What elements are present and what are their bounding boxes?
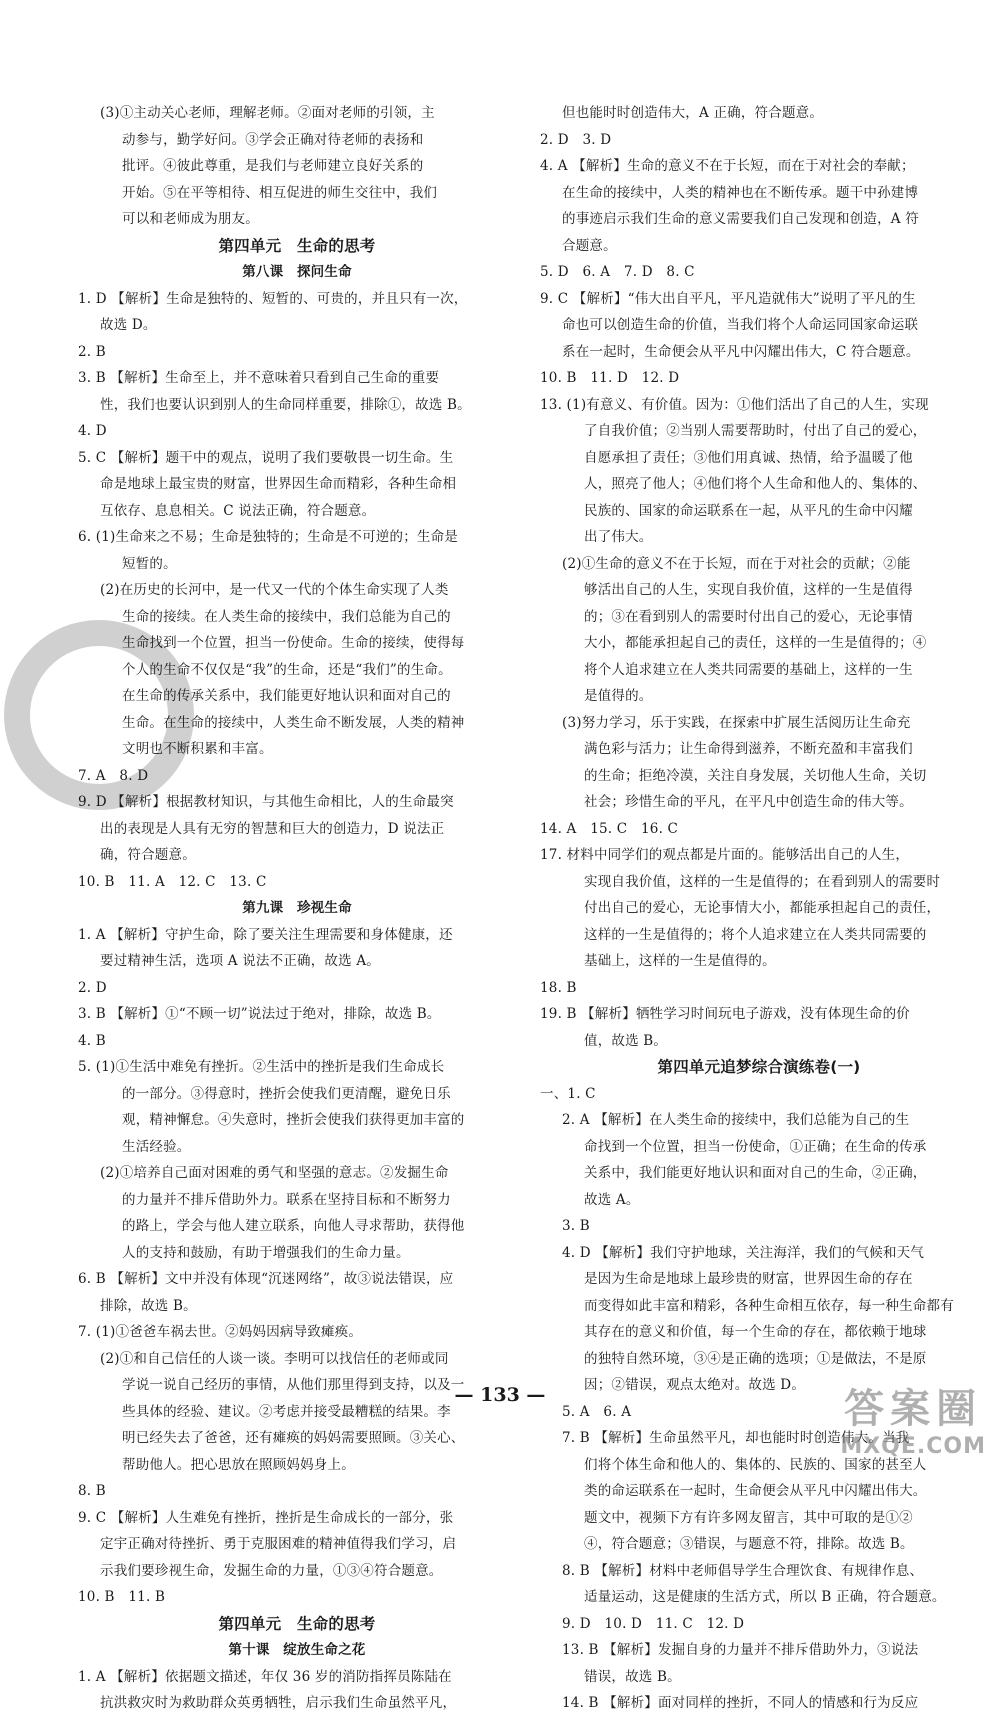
right-column-line: 基础上，这样的一生是值得的。 <box>584 953 776 969</box>
right-column-line: 但也能时时创造伟大，A 正确，符合题意。 <box>562 105 824 121</box>
left-column-line: 在生命的传承关系中，我们能更好地认识和面对自己的 <box>122 688 451 704</box>
right-column-line: 合题意。 <box>562 237 617 254</box>
right-column-line: 13. (1)有意义、有价值。因为：①他们活出了自己的人生，实现 <box>540 396 929 413</box>
right-column-line: 出了伟大。 <box>584 529 653 545</box>
right-column-line: 13. B 【解析】发掘自身的力量并不排斥借助外力，③说法 <box>562 1642 919 1658</box>
right-column-line: 在生命的接续中，人类的精神也在不断传承。题干中孙建博 <box>562 184 919 201</box>
left-column-line: 9. D 【解析】根据教材知识，与其他生命相比，人的生命最突 <box>78 794 454 810</box>
left-column-line: 10. B 11. B <box>78 1589 166 1605</box>
right-column-line: 社会；珍惜生命的平凡，在平凡中创造生命的伟大等。 <box>584 794 913 810</box>
left-column-line: 生命找到一个位置，担当一份使命。生命的接续，使得每 <box>122 635 465 651</box>
left-column-line: 抗洪救灾时为救助群众英勇牺牲，启示我们生命虽然平凡， <box>100 1695 457 1711</box>
right-column-line: 18. B <box>540 979 577 996</box>
left-column-line: 短暂的。 <box>122 555 177 572</box>
right-column-line: 错误，故选 B。 <box>584 1668 681 1685</box>
right-column-line: 是值得的。 <box>584 688 653 704</box>
left-column-line: 4. D <box>78 423 107 439</box>
left-column-line: 观，精神懈怠。④失意时，挫折会使我们获得更加丰富的 <box>122 1112 465 1128</box>
left-column-line: 7. A 8. D <box>78 767 149 784</box>
right-column-line: 题文中，视频下方有许多网友留言，其中可取的是①② <box>584 1509 913 1526</box>
left-column-line: 9. C 【解析】人生难免有挫折，挫折是生命成长的一部分，张 <box>78 1509 454 1526</box>
left-column-line: 第九课 珍视生命 <box>242 900 352 916</box>
left-column <box>78 100 516 1717</box>
right-column-line: 关系中，我们能更好地认识和面对自己的生命，②正确， <box>584 1165 927 1181</box>
watermark-logo-text: 答案圈 <box>844 1386 983 1432</box>
left-column-line: 4. B <box>78 1032 106 1049</box>
left-column-line: 些具体的经验、建议。②考虑并接受最糟糕的结果。李 <box>122 1403 451 1420</box>
left-column-line: 开始。⑤在平等相待、相互促进的师生交往中，我们 <box>122 184 438 201</box>
left-column-line: 1. D 【解析】生命是独特的、短暂的、可贵的，并且只有一次， <box>78 290 468 307</box>
right-column-line: (2)①生命的意义不在于长短，而在于对社会的贡献；②能 <box>562 555 911 572</box>
right-column-line: 类的命运联系在一起时，生命便会从平凡中闪耀出伟大。 <box>584 1483 927 1499</box>
left-column-line: 动参与，勤学好问。③学会正确对待老师的表扬和 <box>122 131 424 148</box>
right-column-line: 4. A 【解析】生命的意义不在于长短，而在于对社会的奉献； <box>540 158 915 174</box>
left-column-line: 生命。在生命的接续中，人类生命不断发展，人类的精神 <box>122 714 465 731</box>
right-column-line: 民族的、国家的命运联系在一起，从平凡的生命中闪耀 <box>584 502 913 519</box>
right-column-line: 9. D 10. D 11. C 12. D <box>562 1615 745 1632</box>
left-column-line: 出的表现是人具有无穷的智慧和巨大的创造力，D 说法正 <box>100 820 445 837</box>
left-column-line: 2. D <box>78 979 107 996</box>
right-column-line: 10. B 11. D 12. D <box>540 370 680 386</box>
left-column-line: 帮助他人。把心思放在照顾妈妈身上。 <box>122 1456 355 1473</box>
left-column-line: 3. B 【解析】①“不顾一切”说法过于绝对，排除，故选 B。 <box>78 1006 441 1022</box>
left-column-line: 5. (1)①生活中难免有挫折。②生活中的挫折是我们生命成长 <box>78 1059 445 1075</box>
left-column-line: 第十课 绽放生命之花 <box>228 1642 366 1658</box>
right-column-line: ④，符合题意；③错误，与题意不符，排除。故选 B。 <box>584 1536 914 1552</box>
site-watermark <box>840 1377 986 1459</box>
left-column-line: 第四单元 生命的思考 <box>218 236 376 255</box>
left-column-line: 生活经验。 <box>122 1138 191 1155</box>
left-column-line: 互依存、息息相关。C 说法正确，符合题意。 <box>100 502 376 519</box>
right-column-line: 4. D 【解析】我们守护地球，关注海洋，我们的气候和天气 <box>562 1244 925 1261</box>
right-column-line: 第四单元追梦综合演练卷(一) <box>657 1058 861 1076</box>
right-column-line: 们将个体生命和他人的、集体的、民族的、国家的甚至人 <box>584 1456 927 1473</box>
right-column-line: 够活出自己的人生，实现自我价值，这样的一生是值得 <box>584 582 913 598</box>
right-column-line: 一、1. C <box>540 1085 596 1102</box>
left-column-line: 的路上，学会与他人建立联系，向他人寻求帮助，获得他 <box>122 1218 465 1234</box>
left-column-line: 要过精神生活，选项 A 说法不正确，故选 A。 <box>100 953 380 969</box>
right-column-line: 14. B 【解析】面对同样的挫折，不同人的情感和行为反应 <box>562 1695 919 1711</box>
right-column-line: 17. 材料中同学们的观点都是片面的。能够活出自己的人生， <box>540 847 910 863</box>
left-column-line: 故选 D。 <box>100 317 157 333</box>
left-column-line: 第八课 探问生命 <box>242 264 352 280</box>
right-column-line: (3)努力学习，乐于实践，在探索中扩展生活阅历让生命充 <box>562 714 911 731</box>
left-column-line: 文明也不断积累和丰富。 <box>122 741 273 757</box>
left-column-line: 命是地球上最宝贵的财富，世界因生命而精彩，各种生命相 <box>100 476 457 492</box>
right-column-line: 命找到一个位置，担当一份使命，①正确；在生命的传承 <box>584 1138 927 1155</box>
left-column-line: 的力量并不排斥借助外力。联系在坚持目标和不断努力 <box>122 1191 451 1208</box>
right-column-line: 故选 A。 <box>584 1191 640 1208</box>
watermark-url: MXQE.COM <box>840 1434 986 1459</box>
right-column-line: 因；②错误，观点太绝对。故选 D。 <box>584 1377 806 1393</box>
right-column-line: 2. A 【解析】在人类生命的接续中，我们总能为自己的生 <box>562 1112 910 1128</box>
left-column-line: (2)①培养自己面对困难的勇气和坚强的意志。②发掘生命 <box>100 1165 449 1181</box>
left-column-line: 5. C 【解析】题干中的观点，说明了我们要敬畏一切生命。生 <box>78 449 454 466</box>
left-column-line: 定宇正确对待挫折、勇于克服困难的精神值得我们学习，启 <box>100 1536 457 1552</box>
right-column-line: 的生命；拒绝冷漠，关注自身发展，关切他人生命，关切 <box>584 767 927 784</box>
left-column-line: (3)①主动关心老师，理解老师。②面对老师的引领，主 <box>100 105 435 121</box>
left-column-line: 的一部分。③得意时，挫折会使我们更清醒，避免日乐 <box>122 1085 451 1102</box>
left-column-line: 学说一说自己经历的事情，从他们那里得到支持，以及一 <box>122 1377 465 1393</box>
right-column-line: 其存在的意义和价值，每一个生命的存在，都依赖于地球 <box>584 1324 927 1340</box>
left-column-line: (2)在历史的长河中，是一代又一代的个体生命实现了人类 <box>100 582 449 598</box>
right-column-line: 人，照亮了他人；④他们将个人生命和他人的、集体的、 <box>584 476 927 492</box>
right-column-line: 这样的一生是值得的；将个人追求建立在人类共同需要的 <box>584 926 927 943</box>
left-column-line: 排除，故选 B。 <box>100 1297 197 1314</box>
right-column-line: 5. D 6. A 7. D 8. C <box>540 264 695 280</box>
right-column-line: 了自我价值；②当别人需要帮助时，付出了自己的爱心， <box>584 423 927 439</box>
left-column-line: 性，我们也要认识到别人的生命同样重要，排除①，故选 B。 <box>100 396 471 413</box>
right-column-line: 的；③在看到别人的需要时付出自己的爱心，无论事情 <box>584 608 913 625</box>
page-number: — 133 — <box>454 1384 546 1406</box>
left-column-line: 批评。④彼此尊重，是我们与老师建立良好关系的 <box>122 158 424 174</box>
right-column-line: 适量运动，这是健康的生活方式，所以 B 正确，符合题意。 <box>584 1589 946 1605</box>
left-column-line: 2. B <box>78 343 106 360</box>
right-column-line: 自愿承担了责任；③他们用真诚、热情，给予温暖了他 <box>584 449 913 466</box>
left-column-line: 1. A 【解析】依据题文描述，年仅 36 岁的消防指挥员陈陆在 <box>78 1668 452 1685</box>
right-column-line: 系在一起时，生命便会从平凡中闪耀出伟大，C 符合题意。 <box>562 343 920 360</box>
right-column <box>540 100 978 1717</box>
right-column-line: 是因为生命是地球上最珍贵的财富，世界因生命的存在 <box>584 1271 913 1287</box>
right-column-line: 满色彩与活力；让生命得到滋养，不断充盈和丰富我们 <box>584 741 913 757</box>
right-column-line: 8. B 【解析】材料中老师倡导学生合理饮食、有规律作息、 <box>562 1562 924 1579</box>
left-column-line: (2)①和自己信任的人谈一谈。李明可以找信任的老师或同 <box>100 1350 449 1367</box>
left-column-line: 7. (1)①爸爸车祸去世。②妈妈因病导致瘫痪。 <box>78 1324 363 1340</box>
right-column-line: 的事迹启示我们生命的意义需要我们自己发现和创造，A 符 <box>562 211 919 227</box>
right-column-line: 值，故选 B。 <box>584 1032 668 1049</box>
right-column-line: 大小，都能承担起自己的责任，这样的一生是值得的；④ <box>584 635 927 651</box>
left-column-line: 个人的生命不仅仅是“我”的生命，还是“我们”的生命。 <box>122 661 452 678</box>
left-column-line: 示我们要珍视生命，发掘生命的力量，①③④符合题意。 <box>100 1562 443 1579</box>
left-column-line: 第四单元 生命的思考 <box>218 1614 376 1633</box>
left-column-line: 可以和老师成为朋友。 <box>122 211 259 227</box>
left-column-line: 明已经失去了爸爸，还有瘫痪的妈妈需要照顾。③关心、 <box>122 1430 465 1446</box>
left-column-line: 生命的接续。在人类生命的接续中，我们总能为自己的 <box>122 608 451 625</box>
right-column-line: 2. D 3. D <box>540 131 612 148</box>
left-column-line: 1. A 【解析】守护生命，除了要关注生理需要和身体健康，还 <box>78 926 453 943</box>
left-column-line: 6. (1)生命来之不易；生命是独特的；生命是不可逆的；生命是 <box>78 529 458 545</box>
right-column-line: 将个人追求建立在人类共同需要的基础上，这样的一生 <box>584 661 913 678</box>
left-column-line: 3. B 【解析】生命至上，并不意味着只看到自己生命的重要 <box>78 370 440 386</box>
right-column-line: 3. B <box>562 1218 590 1234</box>
right-column-line: 而变得如此丰富和精彩，各种生命相互依存，每一种生命都有 <box>584 1297 954 1314</box>
right-column-line: 的独特自然环境，③④是正确的选项；①是做法，不是原 <box>584 1350 927 1367</box>
right-column-line: 19. B 【解析】牺牲学习时间玩电子游戏，没有体现生命的价 <box>540 1006 910 1022</box>
left-column-line: 人的支持和鼓励，有助于增强我们的生命力量。 <box>122 1244 410 1261</box>
left-column-line: 10. B 11. A 12. C 13. C <box>78 873 267 890</box>
left-column-line: 确，符合题意。 <box>100 847 196 863</box>
right-column-line: 14. A 15. C 16. C <box>540 820 679 837</box>
right-column-line: 5. A 6. A <box>562 1403 632 1420</box>
right-column-line: 7. B 【解析】生命虽然平凡，却也能时时创造伟大。当我 <box>562 1430 910 1446</box>
right-column-line: 命也可以创造生命的价值，当我们将个人命运同国家命运联 <box>562 317 919 333</box>
right-column-line: 实现自我价值，这样的一生是值得的；在看到别人的需要时 <box>584 873 941 890</box>
left-column-line: 8. B <box>78 1483 106 1499</box>
left-column-line: 6. B 【解析】文中并没有体现“沉迷网络”，故③说法错误，应 <box>78 1271 454 1287</box>
right-column-line: 9. C 【解析】“伟大出自平凡，平凡造就伟大”说明了平凡的生 <box>540 290 916 307</box>
right-column-line: 付出自己的爱心，无论事情大小，都能承担起自己的责任， <box>584 900 941 916</box>
